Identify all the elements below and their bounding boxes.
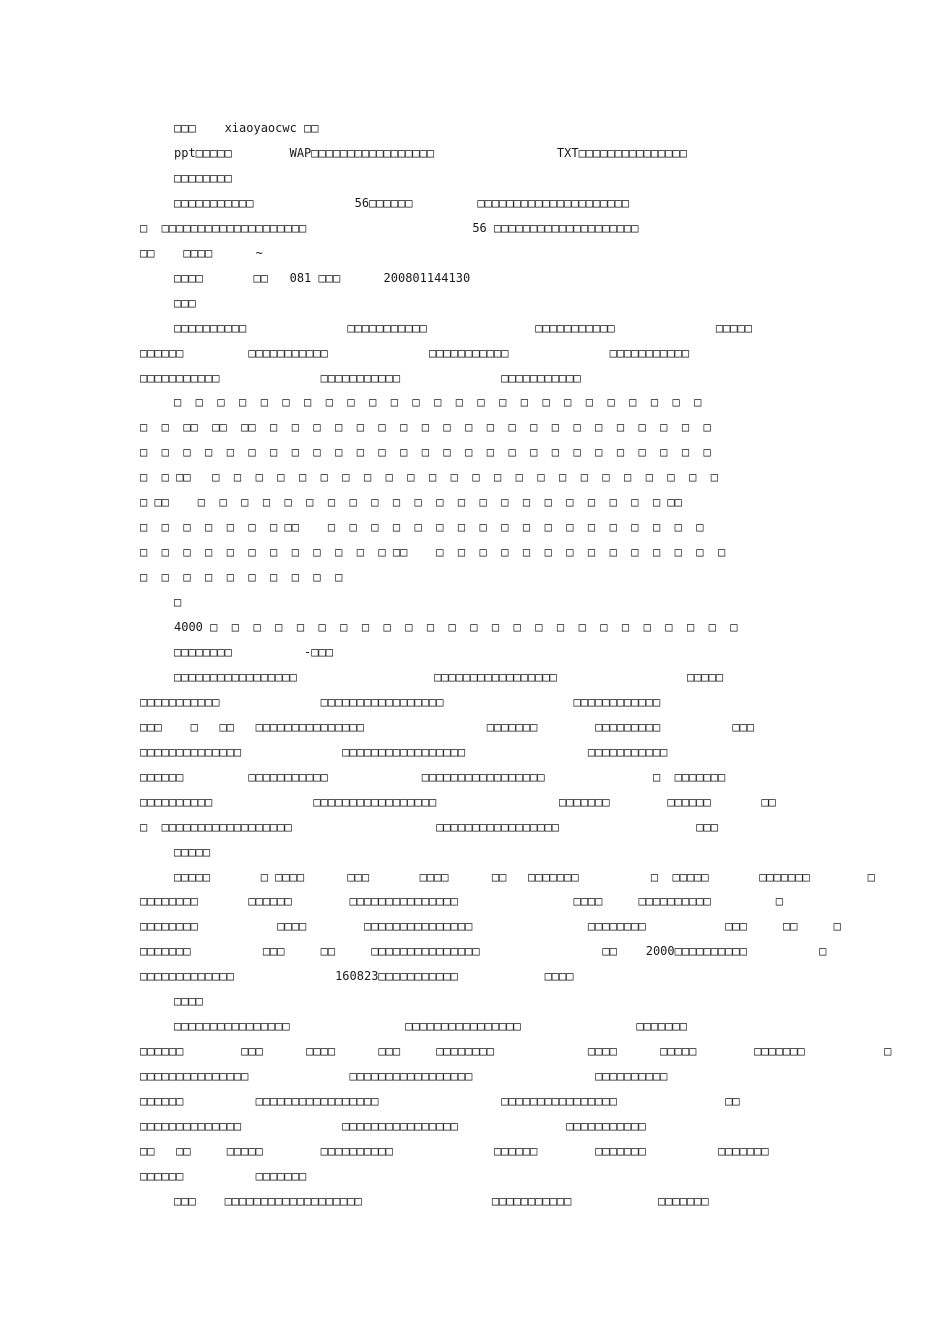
text-line: □□□□□□□□ xyxy=(174,171,232,185)
text-line: □ □ □□ □□ □□ □ □ □ □ □ □ □ □ □ □ □ □ □ □ □ □ □ □ □ □ □ xyxy=(140,420,711,434)
text-line: □ □ □ □ □ □ □ □ □ □ □ □ □ □ □ □ □ □ □ □ □ □ □ □ □ xyxy=(174,395,702,409)
text-line: □□□□□□□□□□□□□□□□ □□□□□□□□□□□□□□□□ □□□□□□□ xyxy=(174,1019,687,1033)
text-line: □ □ □ □ □ □ □ □□ □ □ □ □ □ □ □ □ □ □ □ □ □ □ □ □ □ □ xyxy=(140,520,704,534)
text-line: □□□□ xyxy=(174,994,203,1008)
text-line: □□□□□□□ □□□ □□ □□□□□□□□□□□□□□□ □□ 2000□□□□□□□□□□ □ xyxy=(140,944,827,958)
text-line: □□□□□□□□□□ □□□□□□□□□□□ □□□□□□□□□□□ □□□□□ xyxy=(174,321,752,335)
text-line: □ □ □ □ □ □ □ □ □ □ □ □ □ □ □ □ □ □ □ □ □ □ □ □ □ □ □ xyxy=(140,445,711,459)
text-line: ppt□□□□□ WAP□□□□□□□□□□□□□□□□□ TXT□□□□□□□□□□□□□□□ xyxy=(174,146,687,160)
text-line: □ □□□□□□□□□□□□□□□□□□□□ 56 □□□□□□□□□□□□□□□□□□□□ xyxy=(140,221,639,235)
text-line: □□□□□ □ □□□□ □□□ □□□□ □□ □□□□□□□ □ □□□□□ □□□□□□□ □ xyxy=(174,870,875,884)
text-line: □□□ □□□□□□□□□□□□□□□□□□□ □□□□□□□□□□□ □□□□□□□ xyxy=(174,1194,709,1208)
text-line: □□□□□ xyxy=(174,845,211,859)
text-line: □□□□□□ □□□□□□□□□□□ □□□□□□□□□□□ □□□□□□□□□□□ xyxy=(140,346,690,360)
text-line: □□□□□□□□□□□ □□□□□□□□□□□ □□□□□□□□□□□ xyxy=(140,371,581,385)
text-line: □□□□□□□□ □□□□ □□□□□□□□□□□□□□□ □□□□□□□□ □□□ □□ □ xyxy=(140,919,841,933)
text-line: □□□□ □□ 081 □□□ 200801144130 xyxy=(174,271,471,285)
text-line: 4000 □ □ □ □ □ □ □ □ □ □ □ □ □ □ □ □ □ □ □ □ □ □ □ □ □ xyxy=(174,620,738,634)
text-line: □□□□□□ □□□ □□□□ □□□ □□□□□□□□ □□□□ □□□□□ □□□□□□□ □ xyxy=(140,1044,892,1058)
text-line: □□□□□□□□□□□□□ 160823□□□□□□□□□□□ □□□□ xyxy=(140,969,574,983)
text-line: □□□□□□ □□□□□□□□□□□□□□□□□ □□□□□□□□□□□□□□□□ □□ xyxy=(140,1094,740,1108)
text-line: □□ □□□□ ~ xyxy=(140,246,263,260)
text-line: □ □□ □ □ □ □ □ □ □ □ □ □ □ □ □ □ □ □ □ □ □ □ □ □ □□ xyxy=(140,495,682,509)
text-line: □□ □□ □□□□□ □□□□□□□□□□ □□□□□□ □□□□□□□ □□□□□□□ xyxy=(140,1144,769,1158)
text-line: □□□□□□ □□□□□□□ xyxy=(140,1169,307,1183)
text-line: □ □ □ □ □ □ □ □ □ □ xyxy=(140,570,343,584)
text-line: □ xyxy=(174,595,182,609)
text-line: □□□□□□□□□□□□□□□□□ □□□□□□□□□□□□□□□□□ □□□□□ xyxy=(174,670,724,684)
text-line: □□□□□□□□ □□□□□□ □□□□□□□□□□□□□□□ □□□□ □□□□□□□□□□ □ xyxy=(140,894,783,908)
text-line: □□□ xiaoyaocwc □□ xyxy=(174,121,319,135)
text-line: □□□ □ □□ □□□□□□□□□□□□□□□ □□□□□□□ □□□□□□□□□ □□□ xyxy=(140,720,755,734)
text-line: □□□□□□□□□□□□□□□ □□□□□□□□□□□□□□□□□ □□□□□□□□□□ xyxy=(140,1069,668,1083)
text-line: □□□□□□□□□□ □□□□□□□□□□□□□□□□□ □□□□□□□ □□□□□□ □□ xyxy=(140,795,776,809)
text-line: □□□ xyxy=(174,296,196,310)
text-line: □ □ □ □ □ □ □ □ □ □ □ □ □□ □ □ □ □ □ □ □ □ □ □ □ □ □ □ xyxy=(140,545,726,559)
text-line: □ □□□□□□□□□□□□□□□□□□ □□□□□□□□□□□□□□□□□ □□□ xyxy=(140,820,718,834)
text-line: □□□□□□□□□□□ □□□□□□□□□□□□□□□□□ □□□□□□□□□□□□ xyxy=(140,695,661,709)
text-line: □□□□□□ □□□□□□□□□□□ □□□□□□□□□□□□□□□□□ □ □□□□□□□ xyxy=(140,770,726,784)
text-line: □ □ □□ □ □ □ □ □ □ □ □ □ □ □ □ □ □ □ □ □ □ □ □ □ □ □ □ xyxy=(140,470,718,484)
text-line: □□□□□□□□ -□□□ xyxy=(174,645,333,659)
text-line: □□□□□□□□□□□ 56□□□□□□ □□□□□□□□□□□□□□□□□□□□□ xyxy=(174,196,630,210)
text-line: □□□□□□□□□□□□□□ □□□□□□□□□□□□□□□□□ □□□□□□□□□□□ xyxy=(140,745,668,759)
text-line: □□□□□□□□□□□□□□ □□□□□□□□□□□□□□□□ □□□□□□□□□□□ xyxy=(140,1119,646,1133)
